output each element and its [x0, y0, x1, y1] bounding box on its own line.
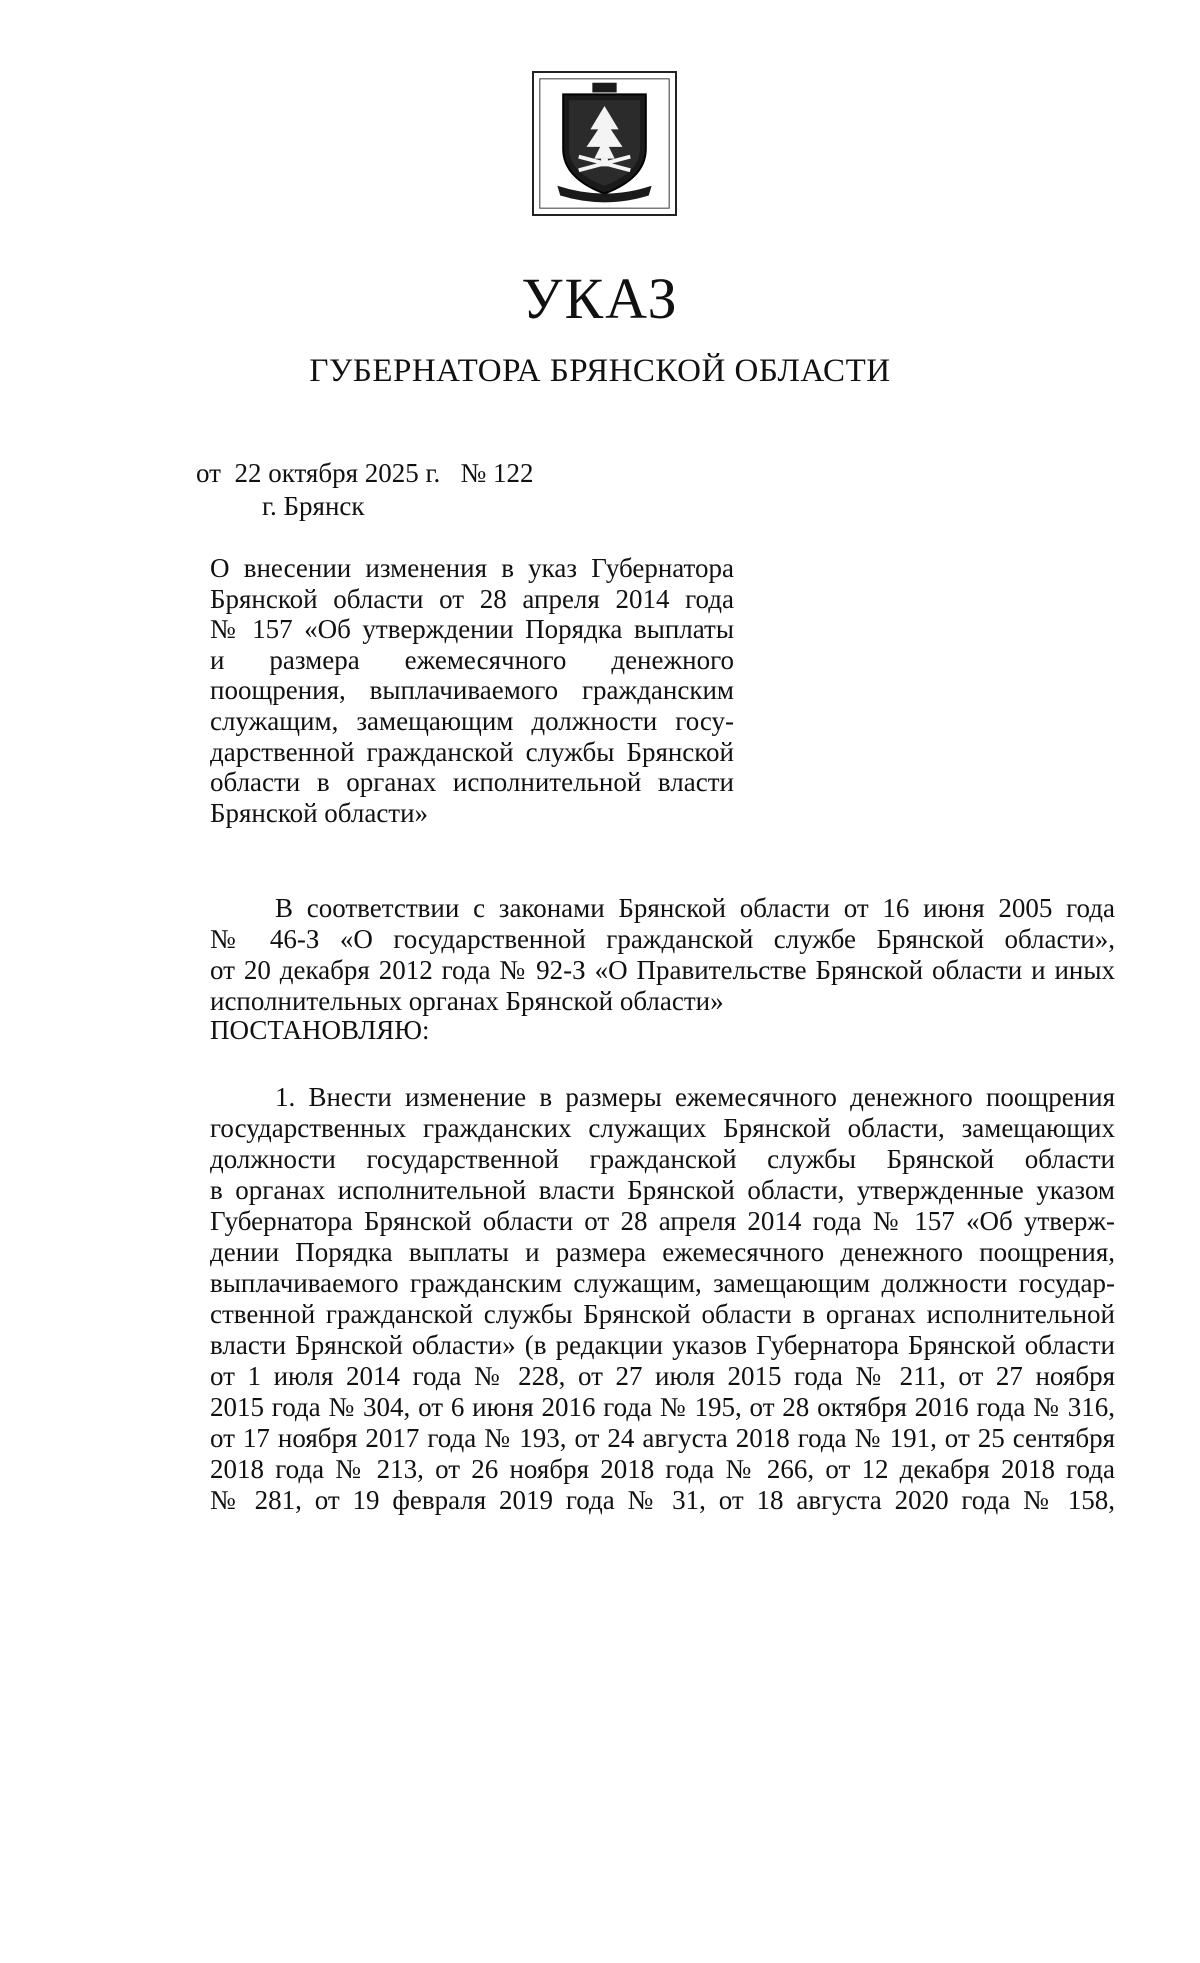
paragraph-line: ственной гражданской службы Брянской области в органах исполнительной	[210, 1299, 1115, 1329]
paragraph-1	[210, 1082, 1115, 1516]
coat-of-arms	[532, 71, 677, 216]
heading-line: № 157 «Об утверждении Порядка выплаты	[210, 614, 734, 645]
preamble-line: В соответствии с законами Брянской области от 16 июня 2005 года	[275, 893, 1115, 923]
preamble-line: от 20 декабря 2012 года № 92-З «О Правительстве Брянской области и иных	[210, 955, 1115, 985]
paragraph-line: от 1 июля 2014 года № 228, от 27 июля 2015 года № 211, от 27 ноября	[210, 1361, 1115, 1391]
paragraph-line: дении Порядка выплаты и размера ежемесячного денежного поощрения,	[210, 1237, 1115, 1267]
document-title: УКАЗ	[521, 266, 679, 331]
paragraph-line: выплачиваемого гражданским служащим, замещающим должности государ-	[210, 1268, 1115, 1298]
bryansk-coat-of-arms-icon	[534, 73, 675, 214]
heading-line: Брянской области от 28 апреля 2014 года	[210, 583, 734, 614]
heading-line: Брянской области»	[210, 797, 429, 828]
paragraph-line: 2018 года № 213, от 26 ноября 2018 года № 266, от 12 декабря 2018 года	[210, 1454, 1115, 1484]
paragraph-line: в органах исполнительной власти Брянской области, утвержденные указом	[210, 1175, 1115, 1205]
decree-date: 22 октября 2025 г.	[234, 458, 441, 488]
paragraph-line: 1. Внести изменение в размеры ежемесячного денежного поощрения	[275, 1082, 1115, 1112]
preamble-line: № 46-З «О государственной гражданской службе Брянской области»,	[210, 924, 1115, 954]
paragraph-line: власти Брянской области» (в редакции указов Губернатора Брянской области	[210, 1330, 1115, 1360]
heading-line: поощрения, выплачиваемого гражданским	[210, 675, 734, 706]
paragraph-line: должности государственной гражданской службы Брянской области	[210, 1144, 1115, 1174]
paragraph-line: № 281, от 19 февраля 2019 года № 31, от 18 августа 2020 года № 158,	[210, 1485, 1115, 1515]
document-subtitle: ГУБЕРНАТОРА БРЯНСКОЙ ОБЛАСТИ	[309, 353, 891, 389]
heading-line: дарственной гражданской службы Брянской	[210, 736, 734, 767]
date-prefix: от	[196, 458, 221, 488]
decree-city: г. Брянск	[262, 491, 365, 521]
heading-line: и размера ежемесячного денежного	[210, 644, 734, 675]
paragraph-line: государственных гражданских служащих Брянской области, замещающих	[210, 1113, 1115, 1143]
paragraph-line: 2015 года № 304, от 6 июня 2016 года № 195, от 28 октября 2016 года № 316,	[210, 1392, 1115, 1422]
preamble-paragraph	[210, 893, 1115, 1017]
heading-line: О внесении изменения в указ Губернатора	[210, 553, 734, 583]
paragraph-line: Губернатора Брянской области от 28 апреля 2014 года № 157 «Об утверж-	[210, 1206, 1115, 1236]
heading-line: области в органах исполнительной власти	[210, 767, 734, 798]
decree-word: ПОСТАНОВЛЯЮ:	[210, 1015, 430, 1045]
paragraph-line: от 17 ноября 2017 года № 193, от 24 августа 2018 года № 191, от 25 сентября	[210, 1423, 1115, 1453]
decree-number: № 122	[460, 458, 534, 488]
decree-date-line	[196, 460, 534, 487]
decree-heading	[210, 553, 734, 828]
preamble-line: исполнительных органах Брянской области»	[210, 986, 724, 1016]
heading-line: служащим, замещающим должности госу-	[210, 705, 734, 736]
